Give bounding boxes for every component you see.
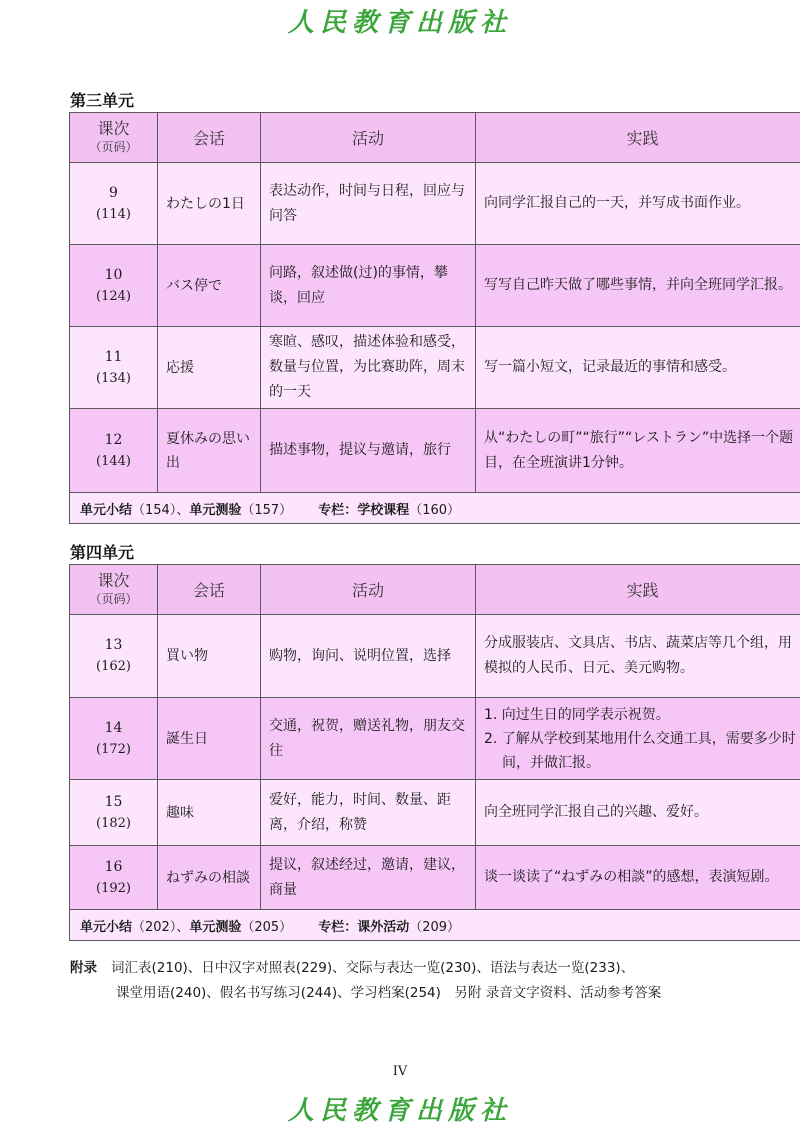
conversation-cell: わたしの1日 [158,163,261,245]
lesson-number: 9 [109,184,118,201]
lesson-number: 13 [104,637,123,653]
table-row [70,780,800,846]
lesson-page: (134) [96,370,131,386]
lesson-number: 10 [104,266,123,283]
lesson-number: 12 [104,431,123,448]
header-lesson-sub: （页码） [89,139,138,154]
header-practice: 实践 [476,565,800,615]
conversation-cell: ねずみの相談 [158,846,261,910]
activity-cell: 问路，叙述做(过)的事情，攀谈，回应 [261,245,476,327]
practice-cell: 谈一谈读了“ねずみの相談”的感想，表演短剧。 [476,846,800,910]
test-label: 单元测验 [189,502,242,518]
page-number: IV [392,1064,408,1079]
lesson-cell [70,698,158,780]
activity-cell: 交通，祝贺，赠送礼物，朋友交往 [261,698,476,780]
activity-cell: 爱好，能力，时间、数量、距离，介绍，称赞 [261,780,476,846]
header-conversation: 会话 [158,565,261,615]
column-label: 专栏：课外活动 [318,919,410,935]
appendix [70,956,790,1006]
unit4-summary-row [70,910,800,941]
activity-cell: 表达动作，时间与日程，回应与问答 [261,163,476,245]
activity-cell: 寒暄、感叹，描述体验和感受，数量与位置，为比赛助阵，周末的一天 [261,327,476,409]
lesson-number: 11 [104,348,123,365]
lesson-cell [70,615,158,698]
activity-cell: 购物，询问、说明位置，选择 [261,615,476,698]
summary-label: 单元小结 [80,502,133,518]
table-row [70,409,800,493]
lesson-cell [70,409,158,493]
practice-cell: 向同学汇报自己的一天，并写成书面作业。 [476,163,800,245]
unit4-title: 第四单元 [70,543,135,562]
lesson-cell [70,780,158,846]
activity-cell: 描述事物，提议与邀请，旅行 [261,409,476,493]
unit3-summary-row [70,493,800,524]
header-lesson-label: 课次 [97,118,130,138]
lesson-page: (172) [96,741,131,757]
test-label: 单元测验 [189,919,242,935]
lesson-page: (114) [96,206,131,222]
table-row [70,245,800,327]
table-row [70,163,800,245]
appendix-label: 附录 [70,960,97,976]
practice-cell: 向全班同学汇报自己的兴趣、爱好。 [476,780,800,846]
column-label: 专栏：学校课程 [318,502,410,518]
unit4-table [69,564,800,941]
practice-cell: 从“わたしの町”“旅行”“レストラン”中选择一个题目，在全班演讲1分钟。 [476,409,800,493]
summary-page: （154）、 [132,502,190,518]
lesson-page: (144) [96,453,131,469]
list-item: 1. 向过生日的同学表示祝贺。 [484,706,670,723]
header-lesson-label: 课次 [97,570,130,590]
unit3-header-row [70,113,800,163]
unit3-table [69,112,800,524]
table-row [70,327,800,409]
unit4-header-row [70,565,800,615]
practice-cell [476,698,800,780]
lesson-cell [70,163,158,245]
activity-cell: 提议，叙述经过，邀请，建议，商量 [261,846,476,910]
summary-page: （202）、 [132,919,190,935]
lesson-page: (124) [96,288,131,304]
conversation-cell: 趣味 [158,780,261,846]
table-row [70,846,800,910]
conversation-cell: 夏休みの思い出 [158,409,261,493]
lesson-cell [70,245,158,327]
lesson-number: 14 [104,719,123,736]
practice-cell: 写写自己昨天做了哪些事情，并向全班同学汇报。 [476,245,800,327]
header-activity: 活动 [261,113,476,163]
lesson-cell [70,327,158,409]
practice-cell: 写一篇小短文，记录最近的事情和感受。 [476,327,800,409]
appendix-line-1 [70,956,790,981]
header-lesson-sub: （页码） [89,591,138,606]
publisher-logo-top: 人民教育出版社 [287,8,512,38]
table-row [70,698,800,780]
column-page: （160） [409,502,461,518]
conversation-cell: 応援 [158,327,261,409]
conversation-cell: バス停で [158,245,261,327]
practice-list [484,703,800,775]
summary-label: 单元小结 [80,919,133,935]
lesson-page: (182) [96,815,131,831]
header-lesson [70,565,158,615]
lesson-page: (162) [96,659,131,674]
conversation-cell: 誕生日 [158,698,261,780]
lesson-page: (192) [96,880,131,896]
conversation-cell: 買い物 [158,615,261,698]
summary-cell [70,910,800,941]
header-lesson [70,113,158,163]
header-conversation: 会话 [158,113,261,163]
lesson-number: 16 [104,858,123,875]
header-practice: 实践 [476,113,800,163]
summary-cell [70,493,800,524]
lesson-cell [70,846,158,910]
lesson-number: 15 [104,793,123,810]
unit3-title: 第三单元 [70,91,135,110]
table-row [70,615,800,698]
practice-cell: 分成服装店、文具店、书店、蔬菜店等几个组，用模拟的人民币、日元、美元购物。 [476,615,800,698]
header-activity: 活动 [261,565,476,615]
test-page: （205） [241,919,293,935]
test-page: （157） [241,502,293,518]
appendix-text-1: 词汇表(210)、日中汉字对照表(229)、交际与表达一览(230)、语法与表达一览(233)、 [111,960,635,976]
publisher-logo-bottom: 人民教育出版社 [287,1096,512,1126]
appendix-line-2: 课堂用语(240)、假名书写练习(244)、学习档案(254) 另附 录音文字资料、活动参考答案 [116,985,662,1001]
column-page: （209） [409,919,461,935]
list-item: 2. 了解从学校到某地用什么交通工具，需要多少时间，并做汇报。 [484,730,796,771]
